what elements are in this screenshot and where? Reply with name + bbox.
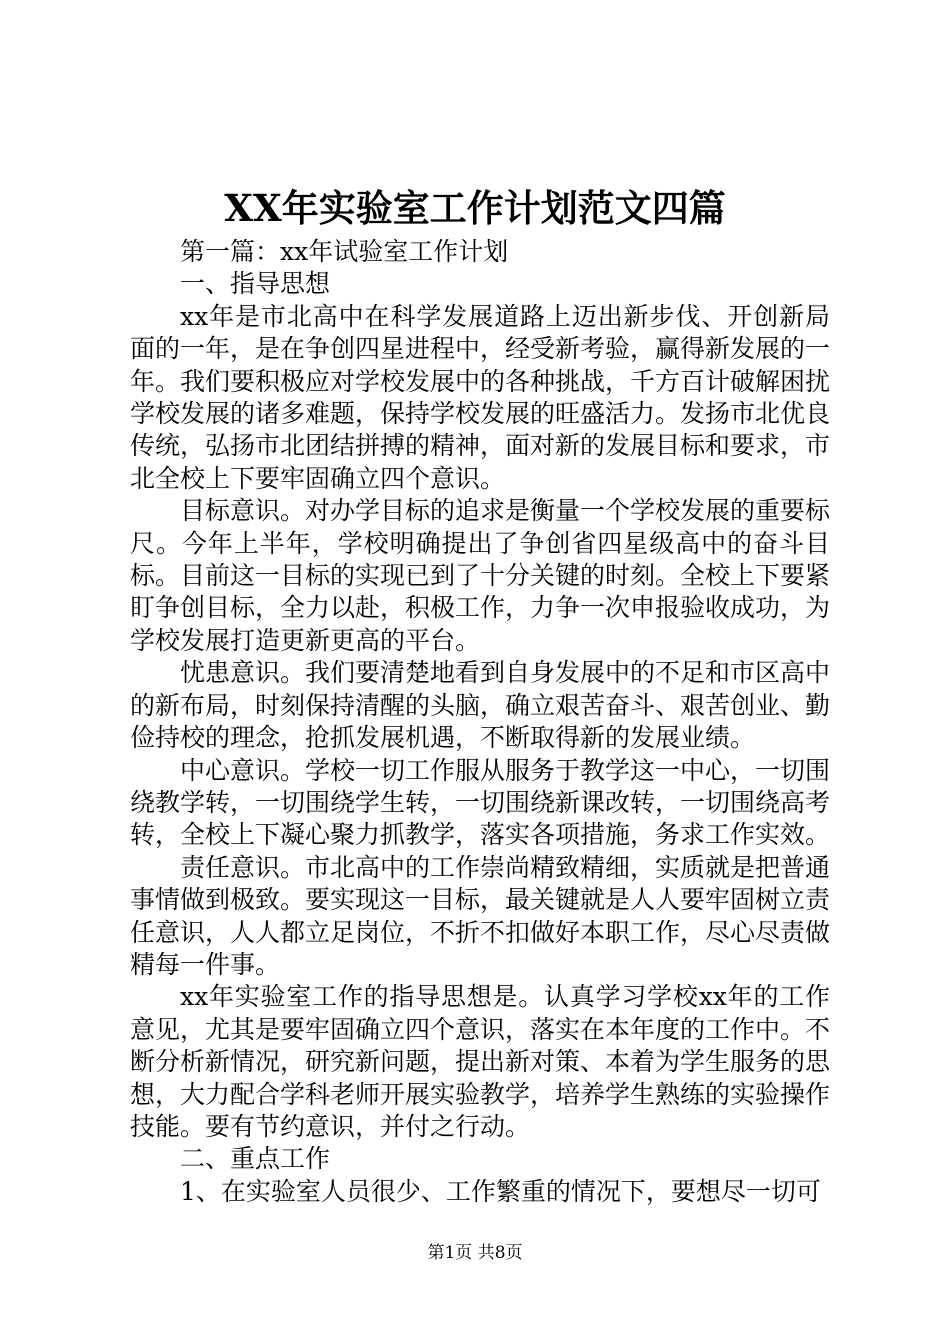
body-paragraph: xx年实验室工作的指导思想是。认真学习学校xx年的工作意见，尤其是要牢固确立四个意识，落实在本年度的工作中。不断分析新情况，研究新问题，提出新对策、本着为学生服务的思想，大力配合学科老师开展实验教学，培养学生熟练的实验操作技能。要有节约意识，并付之行动。 (130, 982, 831, 1141)
body-paragraph: 目标意识。对办学目标的追求是衡量一个学校发展的重要标尺。今年上半年，学校明确提出了争创省四星级高中的奋斗目标。目前这一目标的实现已到了十分关键的时刻。全校上下要紧盯争创目标，全力以赴，积极工作，力争一次申报验收成功，为学校发展打造更新更高的平台。 (130, 496, 831, 655)
document-body (130, 236, 830, 1208)
page-footer: 第1页 共8页 (427, 1243, 523, 1263)
subsection-heading: 二、重点工作 (180, 1144, 331, 1174)
body-paragraph: 忧患意识。我们要清楚地看到自身发展中的不足和市区高中的新布局，时刻保持清醒的头脑，确立艰苦奋斗、艰苦创业、勤俭持校的理念，抢抓发展机遇，不断取得新的发展业绩。 (130, 658, 831, 753)
body-paragraph: xx年是市北高中在科学发展道路上迈出新步伐、开创新局面的一年，是在争创四星进程中，经受新考验，赢得新发展的一年。我们要积极应对学校发展中的各种挑战，千方百计破解困扰学校发展的诸多难题，保持学校发展的旺盛活力。发扬市北优良传统，弘扬市北团结拼搏的精神，面对新的发展目标和要求，市北全校上下要牢固确立四个意识。 (130, 301, 831, 493)
subsection-heading: 一、指导思想 (180, 269, 331, 299)
body-paragraph: 中心意识。学校一切工作服从服务于教学这一中心，一切围绕教学转，一切围绕学生转，一切围绕新课改转，一切围绕高考转，全校上下凝心聚力抓教学，落实各项措施，务求工作实效。 (130, 755, 831, 850)
section-heading: 第一篇：xx年试验室工作计划 (180, 237, 509, 266)
body-paragraph: 1、在实验室人员很少、工作繁重的情况下，要想尽一切可 (180, 1176, 821, 1206)
page-title: XX年实验室工作计划范文四篇 (224, 186, 726, 230)
body-paragraph: 责任意识。市北高中的工作崇尚精致精细，实质就是把普通事情做到极致。要实现这一目标，最关键就是人人要牢固树立责任意识，人人都立足岗位，不折不扣做好本职工作，尽心尽责做精每一件事。 (130, 852, 831, 979)
